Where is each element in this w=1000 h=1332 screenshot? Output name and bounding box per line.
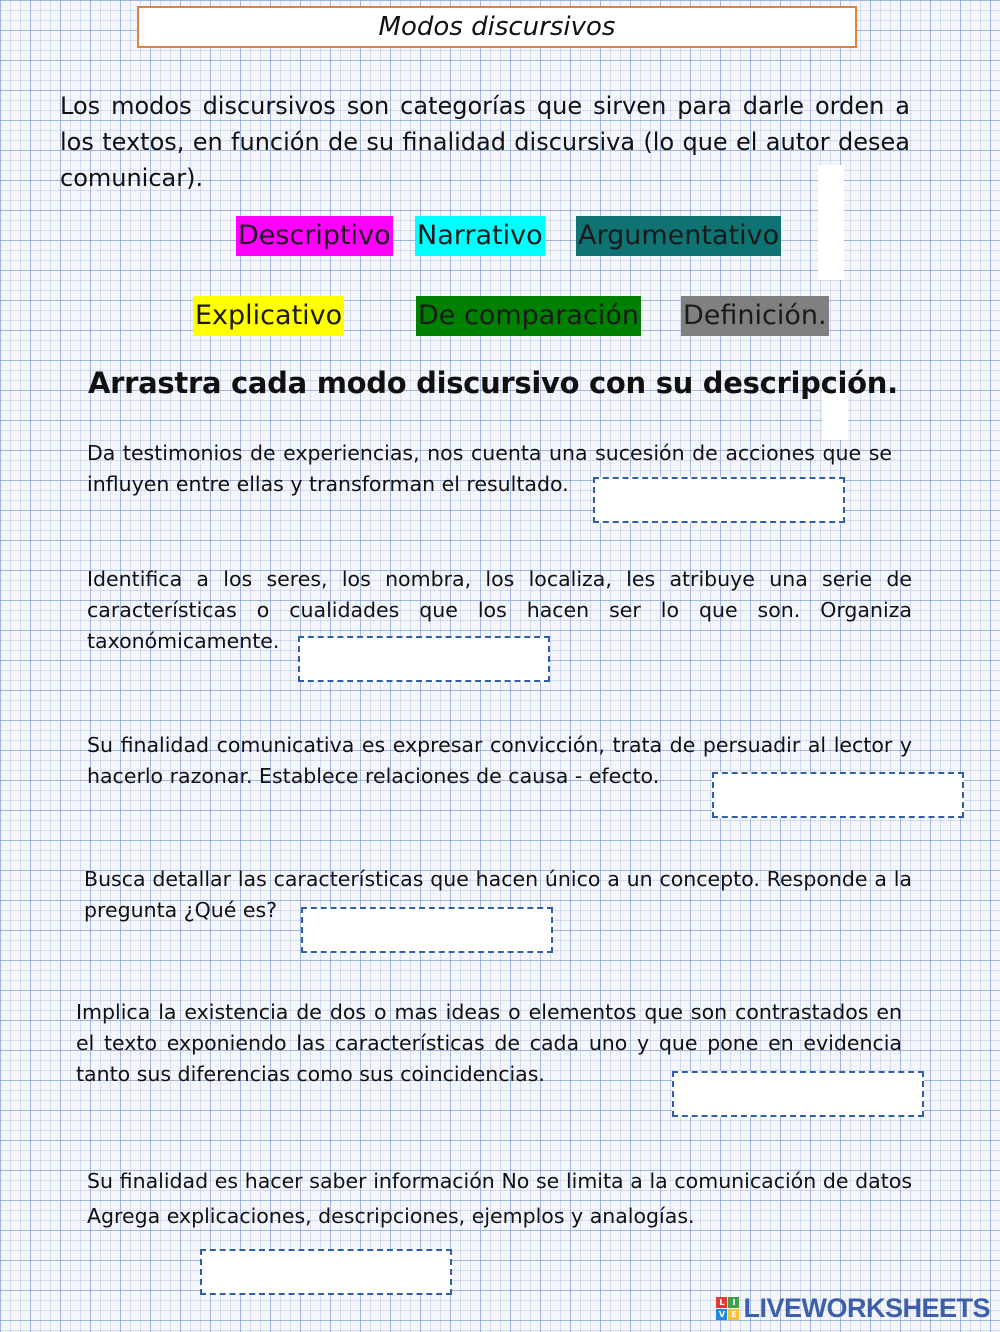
answer-drop-zone[interactable] bbox=[298, 636, 550, 682]
liveworksheets-mark-icon bbox=[716, 1297, 739, 1320]
description-text: Su finalidad comunicativa es expresar convicción, trata de persuadir al lector y hacerlo razonar. Establece relaciones de causa - efecto. bbox=[87, 733, 912, 788]
option-argumentativo[interactable]: Argumentativo bbox=[576, 216, 781, 256]
option-definicion[interactable]: Definición. bbox=[681, 296, 829, 336]
logo-letter: E bbox=[728, 1309, 739, 1320]
description-text: Identifica a los seres, los nombra, los localiza, les atribuye una serie de características o cualidades que los hacen ser lo que son. Organiza taxonómicamente. bbox=[87, 567, 912, 653]
logo-letter: L bbox=[716, 1297, 727, 1308]
instruction-heading: Arrastra cada modo discursivo con su descripción. bbox=[88, 366, 898, 400]
answer-drop-zone[interactable] bbox=[301, 907, 553, 953]
option-narrativo[interactable]: Narrativo bbox=[415, 216, 545, 256]
intro-paragraph: Los modos discursivos son categorías que sirven para darle orden a los textos, en función de su finalidad discursiva (lo que el autor desea comunicar). bbox=[60, 92, 910, 192]
answer-drop-zone[interactable] bbox=[593, 477, 845, 523]
option-de-comparacion[interactable]: De comparación bbox=[416, 296, 641, 336]
description-text: Su finalidad es hacer saber información No se limita a la comunicación de datos Agrega explicaciones, descripciones, ejemplos y analogías. bbox=[87, 1169, 912, 1228]
description-text: Da testimonios de experiencias, nos cuenta una sucesión de acciones que se influyen entre ellas y transforman el resultado. bbox=[87, 441, 892, 496]
liveworksheets-wordmark: LIVEWORKSHEETS bbox=[743, 1293, 990, 1323]
description-text: Implica la existencia de dos o mas ideas o elementos que son contrastados en el texto exponiendo las características de cada uno y que pone en evidencia tanto sus diferencias como sus coincidencias. bbox=[76, 1000, 902, 1086]
liveworksheets-logo bbox=[716, 1293, 990, 1324]
page-title: Modos discursivos bbox=[137, 6, 857, 48]
answer-drop-zone[interactable] bbox=[712, 772, 964, 818]
description-text: Busca detallar las características que hacen único a un concepto. Responde a la pregunta ¿Qué es? bbox=[84, 867, 912, 922]
option-explicativo[interactable]: Explicativo bbox=[193, 296, 344, 336]
option-descriptivo[interactable]: Descriptivo bbox=[236, 216, 393, 256]
logo-letter: I bbox=[728, 1297, 739, 1308]
answer-drop-zone[interactable] bbox=[672, 1071, 924, 1117]
logo-letter: V bbox=[716, 1309, 727, 1320]
answer-drop-zone[interactable] bbox=[200, 1249, 452, 1295]
